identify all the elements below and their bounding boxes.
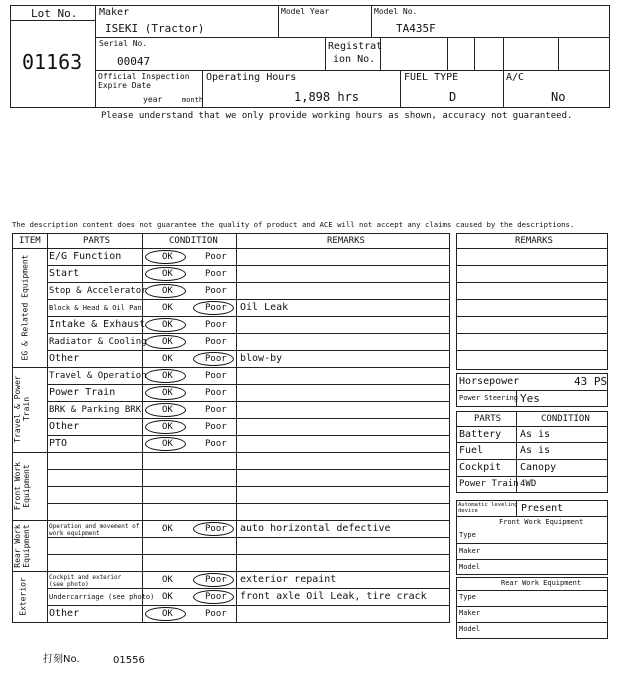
row-part: Operation and movement of work equipment <box>49 523 140 537</box>
front-work-title: Front Work Equipment <box>499 518 584 526</box>
row-poor: Poor <box>205 371 227 381</box>
condition-header: CONDITION <box>169 236 218 246</box>
year-label: year <box>143 95 163 104</box>
row-ok: OK <box>162 371 173 381</box>
power-train-value: 4WD <box>520 479 537 489</box>
serial-label: Serial No. <box>99 39 148 48</box>
fuel-value: As is <box>520 445 551 456</box>
row-part: Start <box>49 268 80 279</box>
hours-notice: Please understand that we only provide working hours as shown, accuracy not guaranteed. <box>101 111 573 121</box>
battery-label: Battery <box>459 429 502 440</box>
fuel-type-value: D <box>449 90 457 104</box>
parts-header: PARTS <box>83 236 111 246</box>
power-steering-label: Power Steering <box>459 394 519 402</box>
row-remark: front axle Oil Leak, tire crack <box>240 591 427 602</box>
horsepower-label: Horsepower <box>459 376 520 387</box>
ok-circle <box>145 318 186 332</box>
cockpit-value: Canopy <box>520 462 557 473</box>
section-label-eg: EG & Related Equipment <box>20 254 30 361</box>
rear-model-label: Model <box>459 625 481 633</box>
row-poor: Poor <box>205 575 227 585</box>
auto-leveling-label-1: Automatic leveling <box>458 502 518 508</box>
ok-circle <box>145 403 186 417</box>
row-remark: Oil Leak <box>240 302 289 313</box>
row-part: Cockpit and exterior (see photo) <box>49 574 122 588</box>
row-part: Power Train <box>49 387 116 398</box>
item-header: ITEM <box>19 236 41 246</box>
maker-label: Maker <box>99 7 130 18</box>
row-remark: blow-by <box>240 353 283 364</box>
front-model-label: Model <box>459 563 481 571</box>
ok-circle <box>145 369 186 383</box>
row-poor: Poor <box>205 337 227 347</box>
hours-label: Operating Hours <box>206 72 297 83</box>
auto-leveling-label-2: device <box>458 508 478 514</box>
ac-label: A/C <box>506 72 525 83</box>
section-label-rear: Rear Work Equipment <box>13 524 31 568</box>
row-poor: Poor <box>205 439 227 449</box>
poor-circle <box>193 590 234 604</box>
registration-label-1: Registrat <box>328 41 383 52</box>
battery-value: As is <box>520 429 551 440</box>
remarks-header: REMARKS <box>327 236 365 246</box>
model-no-value: TA435F <box>396 22 436 35</box>
row-part: Undercarriage (see photo) <box>49 593 155 601</box>
cockpit-label: Cockpit <box>459 462 502 473</box>
poor-circle <box>193 573 234 587</box>
stamp-label: 打刻No. <box>43 654 80 665</box>
row-ok: OK <box>162 286 173 296</box>
disclaimer: The description content does not guarantee the quality of product and ACE will not accept any claims caused by the descriptions. <box>12 220 575 229</box>
ac-value: No <box>551 90 566 104</box>
row-poor: Poor <box>205 303 227 313</box>
month-label: month <box>182 96 204 104</box>
row-part: Intake & Exhaust <box>49 319 146 330</box>
right-remarks-header: REMARKS <box>515 236 553 246</box>
row-remark: exterior repaint <box>240 574 337 585</box>
row-ok: OK <box>162 388 173 398</box>
horsepower-value: 43 PS <box>574 375 608 388</box>
row-part: E/G Function <box>49 251 122 262</box>
front-maker-label: Maker <box>459 547 481 555</box>
poor-circle <box>193 352 234 366</box>
maker-value: ISEKI (Tractor) <box>105 22 205 35</box>
row-ok: OK <box>162 354 173 364</box>
lot-number: 01163 <box>22 50 83 74</box>
row-ok: OK <box>162 337 173 347</box>
row-poor: Poor <box>205 286 227 296</box>
row-ok: OK <box>162 320 173 330</box>
row-ok: OK <box>162 252 173 262</box>
inspection-label-1: Official Inspection <box>98 72 190 81</box>
rear-maker-label: Maker <box>459 609 481 617</box>
row-part: Other <box>49 608 80 619</box>
serial-value: 00047 <box>117 55 151 68</box>
section-label-exterior: Exterior <box>18 577 28 616</box>
ok-circle <box>145 437 186 451</box>
inspection-label-2: Expire Date <box>98 81 151 90</box>
ok-circle <box>145 335 186 349</box>
fuel-type-label: FUEL TYPE <box>404 72 459 83</box>
row-poor: Poor <box>205 524 227 534</box>
auto-leveling-value: Present <box>521 503 564 514</box>
parts-col-header: PARTS <box>474 414 502 424</box>
stamp-value: 01556 <box>113 655 145 666</box>
condition-col-header: CONDITION <box>541 414 590 424</box>
row-part: BRK & Parking BRK <box>49 405 142 415</box>
row-remark: auto horizontal defective <box>240 523 391 534</box>
row-part: Radiator & Cooling <box>49 337 147 347</box>
row-ok: OK <box>162 592 173 602</box>
model-no-label: Model No. <box>374 7 418 16</box>
row-ok: OK <box>162 422 173 432</box>
row-ok: OK <box>162 439 173 449</box>
row-ok: OK <box>162 524 173 534</box>
ok-circle <box>145 267 186 281</box>
poor-circle <box>193 301 234 315</box>
hours-value: 1,898 hrs <box>294 90 360 104</box>
row-poor: Poor <box>205 422 227 432</box>
row-ok: OK <box>162 405 173 415</box>
ok-circle <box>145 284 186 298</box>
row-ok: OK <box>162 269 173 279</box>
row-ok: OK <box>162 575 173 585</box>
row-poor: Poor <box>205 609 227 619</box>
registration-label-2: ion No. <box>333 54 376 65</box>
model-year-label: Model Year <box>281 7 330 16</box>
row-part: PTO <box>49 438 68 449</box>
row-poor: Poor <box>205 405 227 415</box>
front-type-label: Type <box>459 531 476 539</box>
row-ok: OK <box>162 303 173 313</box>
row-part: Block & Head & Oil Pan <box>49 304 142 312</box>
row-poor: Poor <box>205 354 227 364</box>
row-part: Travel & Operation <box>49 371 147 381</box>
ok-circle <box>145 250 186 264</box>
row-poor: Poor <box>205 269 227 279</box>
fuel-label: Fuel <box>459 445 484 456</box>
row-poor: Poor <box>205 252 227 262</box>
rear-work-title: Rear Work Equipment <box>501 579 582 587</box>
section-label-front: Front Work Equipment <box>13 461 31 511</box>
rear-type-label: Type <box>459 593 476 601</box>
power-train-label: Power Train <box>459 479 519 489</box>
row-poor: Poor <box>205 388 227 398</box>
ok-circle <box>145 607 186 621</box>
row-part: Stop & Accelerator <box>49 286 147 296</box>
row-poor: Poor <box>205 592 227 602</box>
row-part: Other <box>49 421 80 432</box>
row-ok: OK <box>162 609 173 619</box>
ok-circle <box>145 420 186 434</box>
lot-label: Lot No. <box>31 7 78 20</box>
power-steering-value: Yes <box>520 392 540 405</box>
row-part: Other <box>49 353 80 364</box>
row-poor: Poor <box>205 320 227 330</box>
section-label-travel: Travel & Power Train <box>13 375 31 443</box>
poor-circle <box>193 522 234 536</box>
ok-circle <box>145 386 186 400</box>
